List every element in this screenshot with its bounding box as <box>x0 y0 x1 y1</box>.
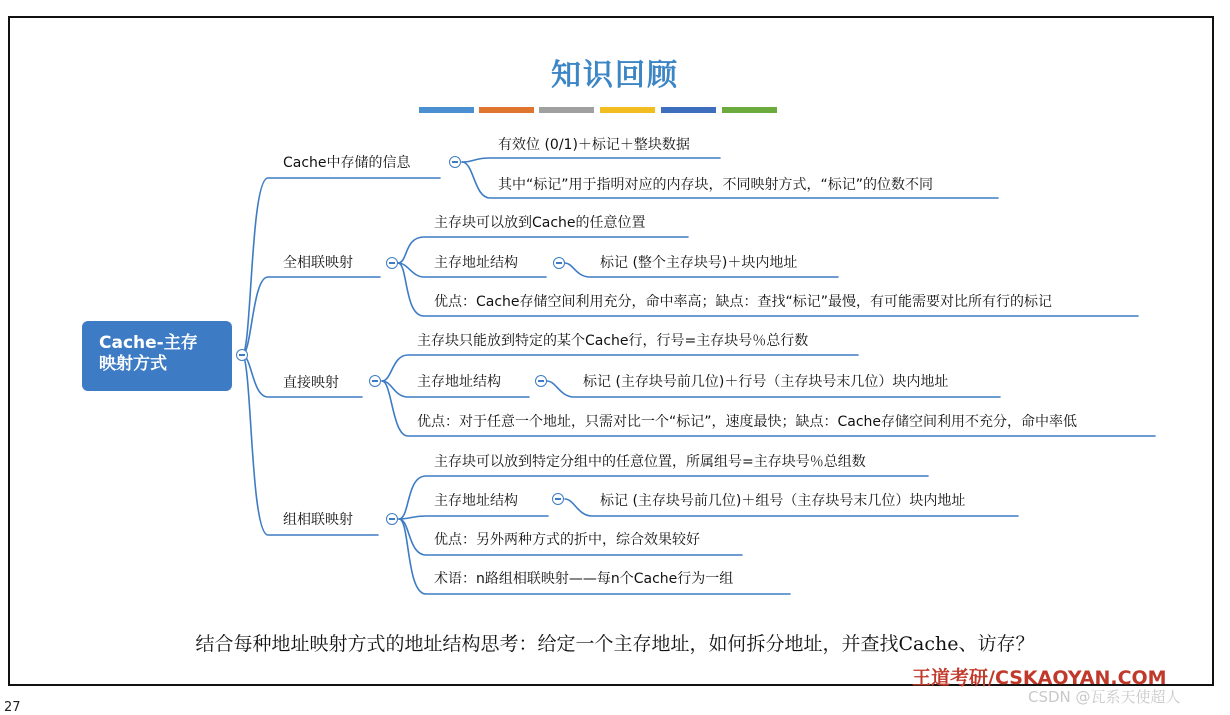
b2-item-3[interactable]: 优点：对于任意一个地址，只需对比一个“标记”，速度最快；缺点：Cache存储空间利用不充分，命中率低 <box>417 414 1078 430</box>
collapse-icon-b3-addr[interactable] <box>552 493 564 505</box>
b3-item-4[interactable]: 术语：n路组相联映射——每n个Cache行为一组 <box>434 571 734 587</box>
collapse-icon-b3[interactable] <box>386 513 398 525</box>
branch-direct-mapped[interactable]: 直接映射 <box>283 375 339 391</box>
question-text: 结合每种地址映射方式的地址结构思考：给定一个主存地址，如何拆分地址，并查找Cache、访存？ <box>195 633 1035 655</box>
b1-item-1[interactable]: 主存块可以放到Cache的任意位置 <box>434 215 646 231</box>
connector-b3-addr <box>399 516 548 519</box>
root-label-line2: 映射方式 <box>99 354 167 374</box>
b0-item-1[interactable]: 有效位 (0/1)＋标记＋整块数据 <box>498 137 690 153</box>
b1-addr-label[interactable]: 主存地址结构 <box>434 255 518 271</box>
page-number: 27 <box>4 700 21 715</box>
b3-item-3[interactable]: 优点：另外两种方式的折中，综合效果较好 <box>434 532 700 548</box>
csdn-watermark: CSDN @瓦系天使超人 <box>1028 688 1181 706</box>
b1-addr-value[interactable]: 标记 (整个主存块号)＋块内地址 <box>600 255 798 271</box>
b3-addr-value[interactable]: 标记 (主存块号前几位)＋组号（主存块号末几位）块内地址 <box>600 493 966 509</box>
collapse-icon-b2[interactable] <box>369 375 381 387</box>
collapse-icon-b1-addr[interactable] <box>553 257 565 269</box>
collapse-icon-b0[interactable] <box>449 156 461 168</box>
brand-text: 王道考研/CSKAOYAN.COM <box>912 667 1167 689</box>
collapse-icon-b1[interactable] <box>386 257 398 269</box>
connector-root-b1 <box>242 277 380 355</box>
branch-fully-associative[interactable]: 全相联映射 <box>283 255 353 271</box>
collapse-icon-b2-addr[interactable] <box>535 375 547 387</box>
b3-addr-label[interactable]: 主存地址结构 <box>434 493 518 509</box>
root-node[interactable] <box>82 321 232 391</box>
slide-title: 知识回顾 <box>551 58 679 93</box>
b0-item-2[interactable]: 其中“标记”用于指明对应的内存块，不同映射方式，“标记”的位数不同 <box>498 177 934 193</box>
collapse-icon-root[interactable] <box>236 349 248 361</box>
b3-item-1[interactable]: 主存块可以放到特定分组中的任意位置，所属组号=主存块号％总组数 <box>434 454 866 470</box>
b2-addr-value[interactable]: 标记 (主存块号前几位)＋行号（主存块号末几位）块内地址 <box>583 374 949 390</box>
b2-addr-label[interactable]: 主存地址结构 <box>417 374 501 390</box>
connector-b0-item0 <box>462 158 720 162</box>
b1-item-3[interactable]: 优点：Cache存储空间利用充分，命中率高；缺点：查找“标记”最慢，有可能需要对比所有行的标记 <box>434 294 1053 310</box>
b2-item-1[interactable]: 主存块只能放到特定的某个Cache行，行号=主存块号％总行数 <box>417 333 809 349</box>
branch-cache-info[interactable]: Cache中存储的信息 <box>283 155 411 171</box>
branch-set-associative[interactable]: 组相联映射 <box>283 512 353 528</box>
root-label-line1: Cache-主存 <box>99 333 198 353</box>
